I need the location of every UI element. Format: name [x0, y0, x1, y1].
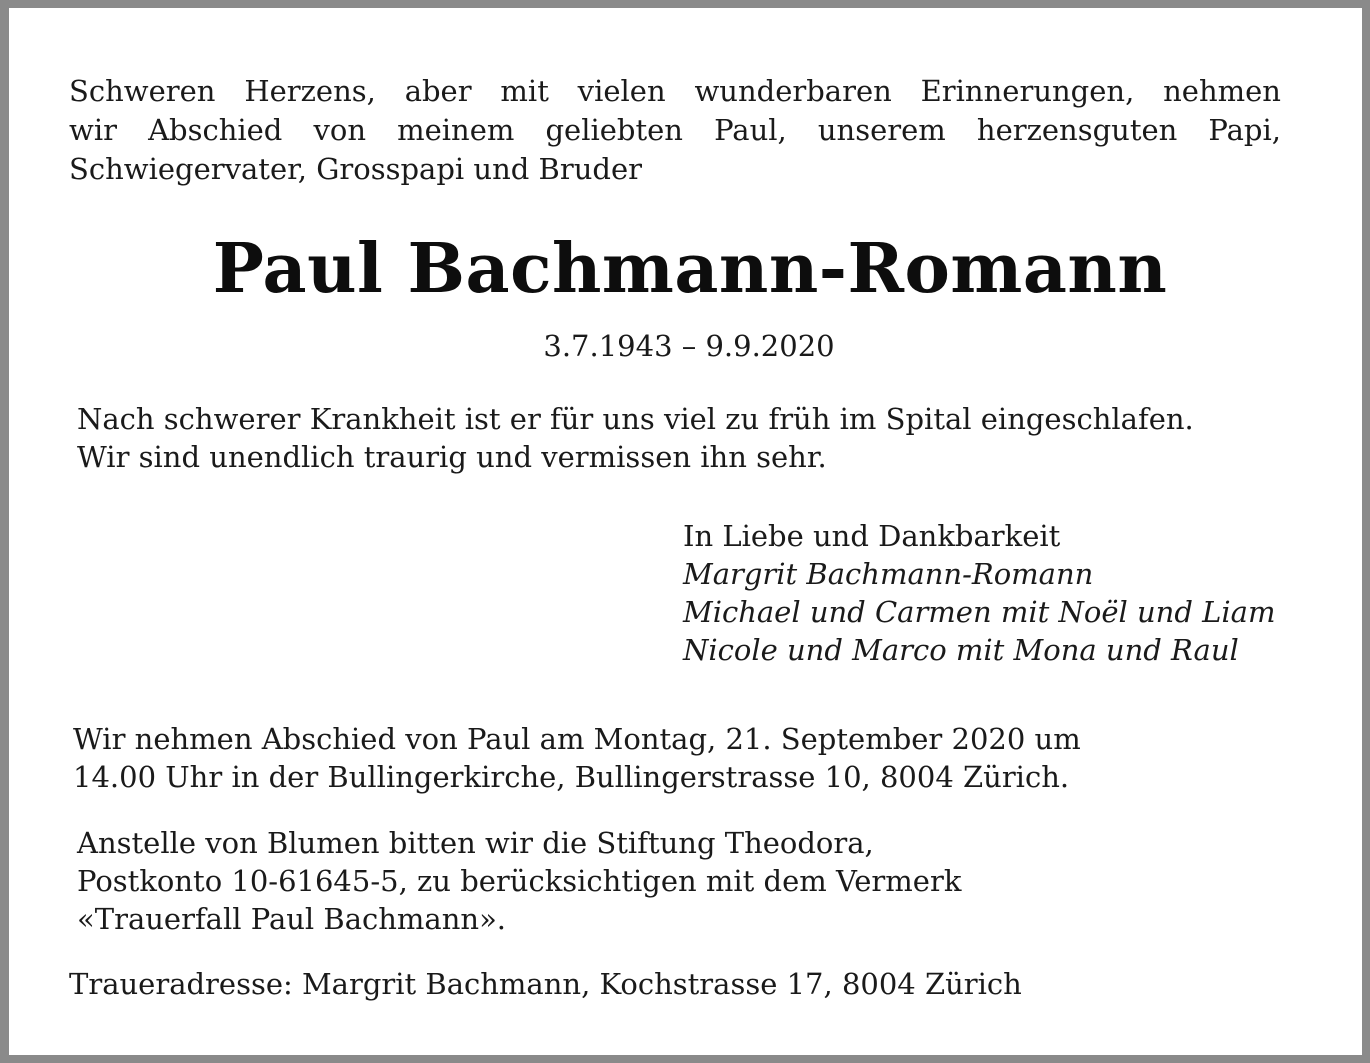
- life-dates: 3.7.1943 – 9.9.2020: [543, 329, 835, 363]
- illness-message: [77, 400, 1337, 476]
- farewell-line: 14.00 Uhr in der Bullingerkirche, Bullingerstrasse 10, 8004 Zürich.: [73, 760, 1070, 794]
- signature-name: Michael und Carmen mit Noël und Liam: [683, 595, 1276, 629]
- farewell-line: Wir nehmen Abschied von Paul am Montag, 21. September 2020 um: [73, 722, 1081, 756]
- signature-heading: In Liebe und Dankbarkeit: [683, 519, 1061, 553]
- intro-line: wir Abschied von meinem geliebten Paul, unserem herzensguten Papi,: [69, 113, 1281, 147]
- donation-request: [77, 824, 1337, 938]
- donation-line: «Trauerfall Paul Bachmann».: [77, 902, 507, 936]
- message-line: Wir sind unendlich traurig und vermissen ihn sehr.: [77, 440, 827, 474]
- intro-text: [69, 72, 1281, 189]
- mourning-address: Traueradresse: Margrit Bachmann, Kochstrasse 17, 8004 Zürich: [69, 967, 1022, 1001]
- intro-line: Schweren Herzens, aber mit vielen wunderbaren Erinnerungen, nehmen: [69, 74, 1281, 108]
- deceased-name: Paul Bachmann-Romann: [212, 229, 1168, 309]
- signature-name: Margrit Bachmann-Romann: [683, 557, 1094, 591]
- signature-name: Nicole und Marco mit Mona und Raul: [683, 633, 1239, 667]
- message-line: Nach schwerer Krankheit ist er für uns viel zu früh im Spital eingeschlafen.: [77, 402, 1194, 436]
- donation-line: Postkonto 10-61645-5, zu berücksichtigen mit dem Vermerk: [77, 864, 962, 898]
- farewell-info: [73, 720, 1333, 796]
- signature-block: [683, 517, 1343, 669]
- intro-line: Schwiegervater, Grosspapi und Bruder: [69, 152, 642, 186]
- donation-line: Anstelle von Blumen bitten wir die Stiftung Theodora,: [77, 826, 874, 860]
